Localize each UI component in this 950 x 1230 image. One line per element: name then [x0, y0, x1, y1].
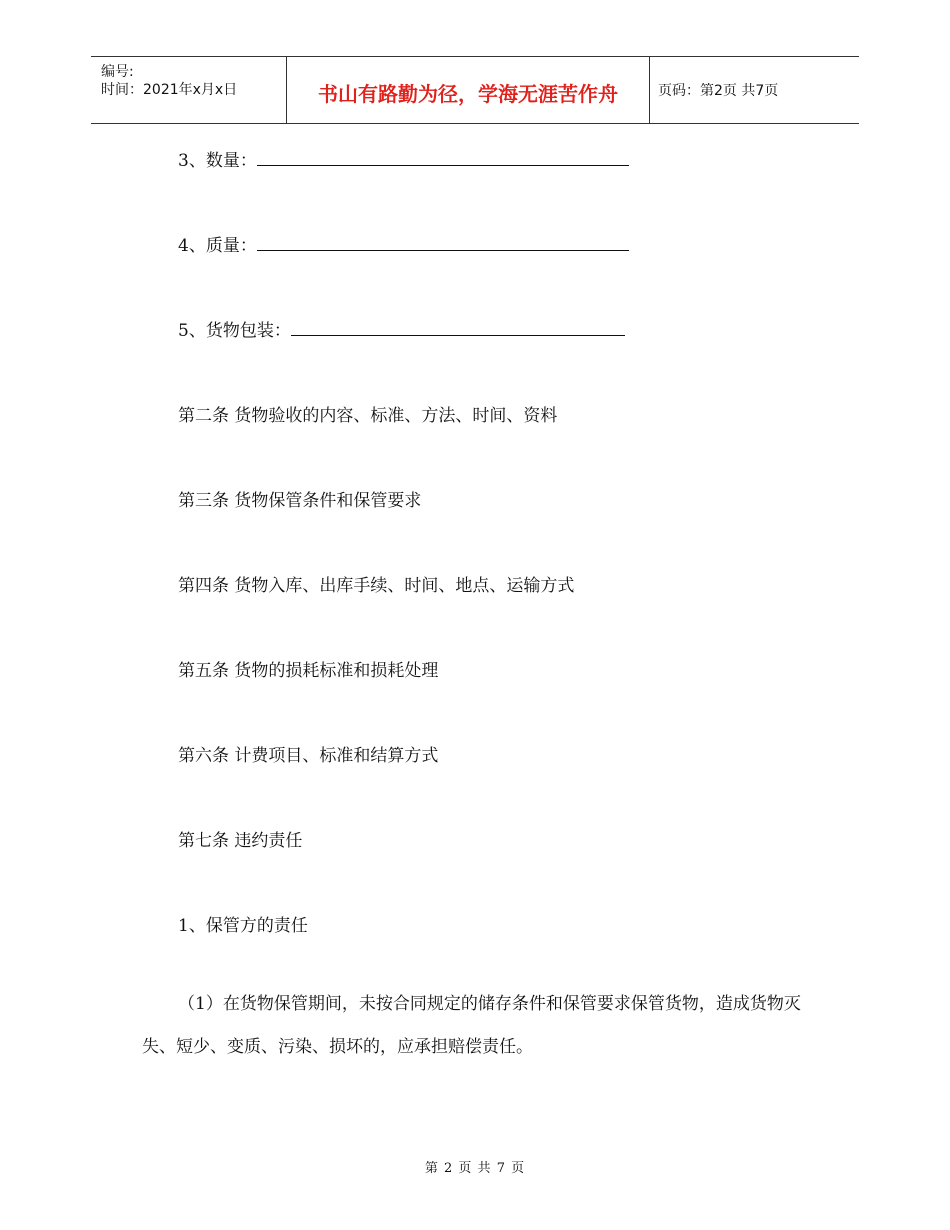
document-number-label: 编号:: [101, 64, 134, 80]
page-footer: 第 2 页 共 7 页: [424, 1161, 526, 1176]
clause-6: 第六条 计费项目、标准和结算方式: [178, 746, 439, 766]
subsection-heading: 1、保管方的责任: [178, 916, 308, 936]
header-motto-cell: [287, 57, 650, 123]
header-page-number: 页码：第2页 共7页: [658, 83, 779, 99]
page-header: [91, 56, 859, 124]
header-page-cell: [650, 57, 859, 123]
clause-3: 第三条 货物保管条件和保管要求: [178, 491, 422, 511]
header-meta-cell: [91, 57, 287, 123]
paragraph-text: （1）在货物保管期间，未按合同规定的储存条件和保管要求保管货物，造成货物灭失、短少、变质、污染、损坏的，应承担赔偿责任。: [142, 994, 801, 1057]
clause-7: 第七条 违约责任: [178, 831, 303, 851]
item-quantity: [178, 146, 629, 171]
clause-2: 第二条 货物验收的内容、标准、方法、时间、资料: [178, 406, 558, 426]
clause-4: 第四条 货物入库、出库手续、时间、地点、运输方式: [178, 576, 575, 596]
item-quantity-label: 3、数量：: [178, 151, 257, 171]
item-quantity-blank-line[interactable]: [257, 147, 629, 166]
item-packaging-blank-line[interactable]: [291, 317, 625, 336]
item-quality: [178, 231, 629, 256]
body-paragraph: [142, 983, 812, 1069]
item-packaging-label: 5、货物包装：: [178, 321, 291, 341]
header-motto: 书山有路勤为径，学海无涯苦作舟: [318, 82, 618, 106]
document-time-label: 时间：2021年x月x日: [101, 82, 238, 98]
clause-5: 第五条 货物的损耗标准和损耗处理: [178, 661, 439, 681]
item-packaging: [178, 316, 625, 341]
item-quality-label: 4、质量：: [178, 236, 257, 256]
item-quality-blank-line[interactable]: [257, 232, 629, 251]
